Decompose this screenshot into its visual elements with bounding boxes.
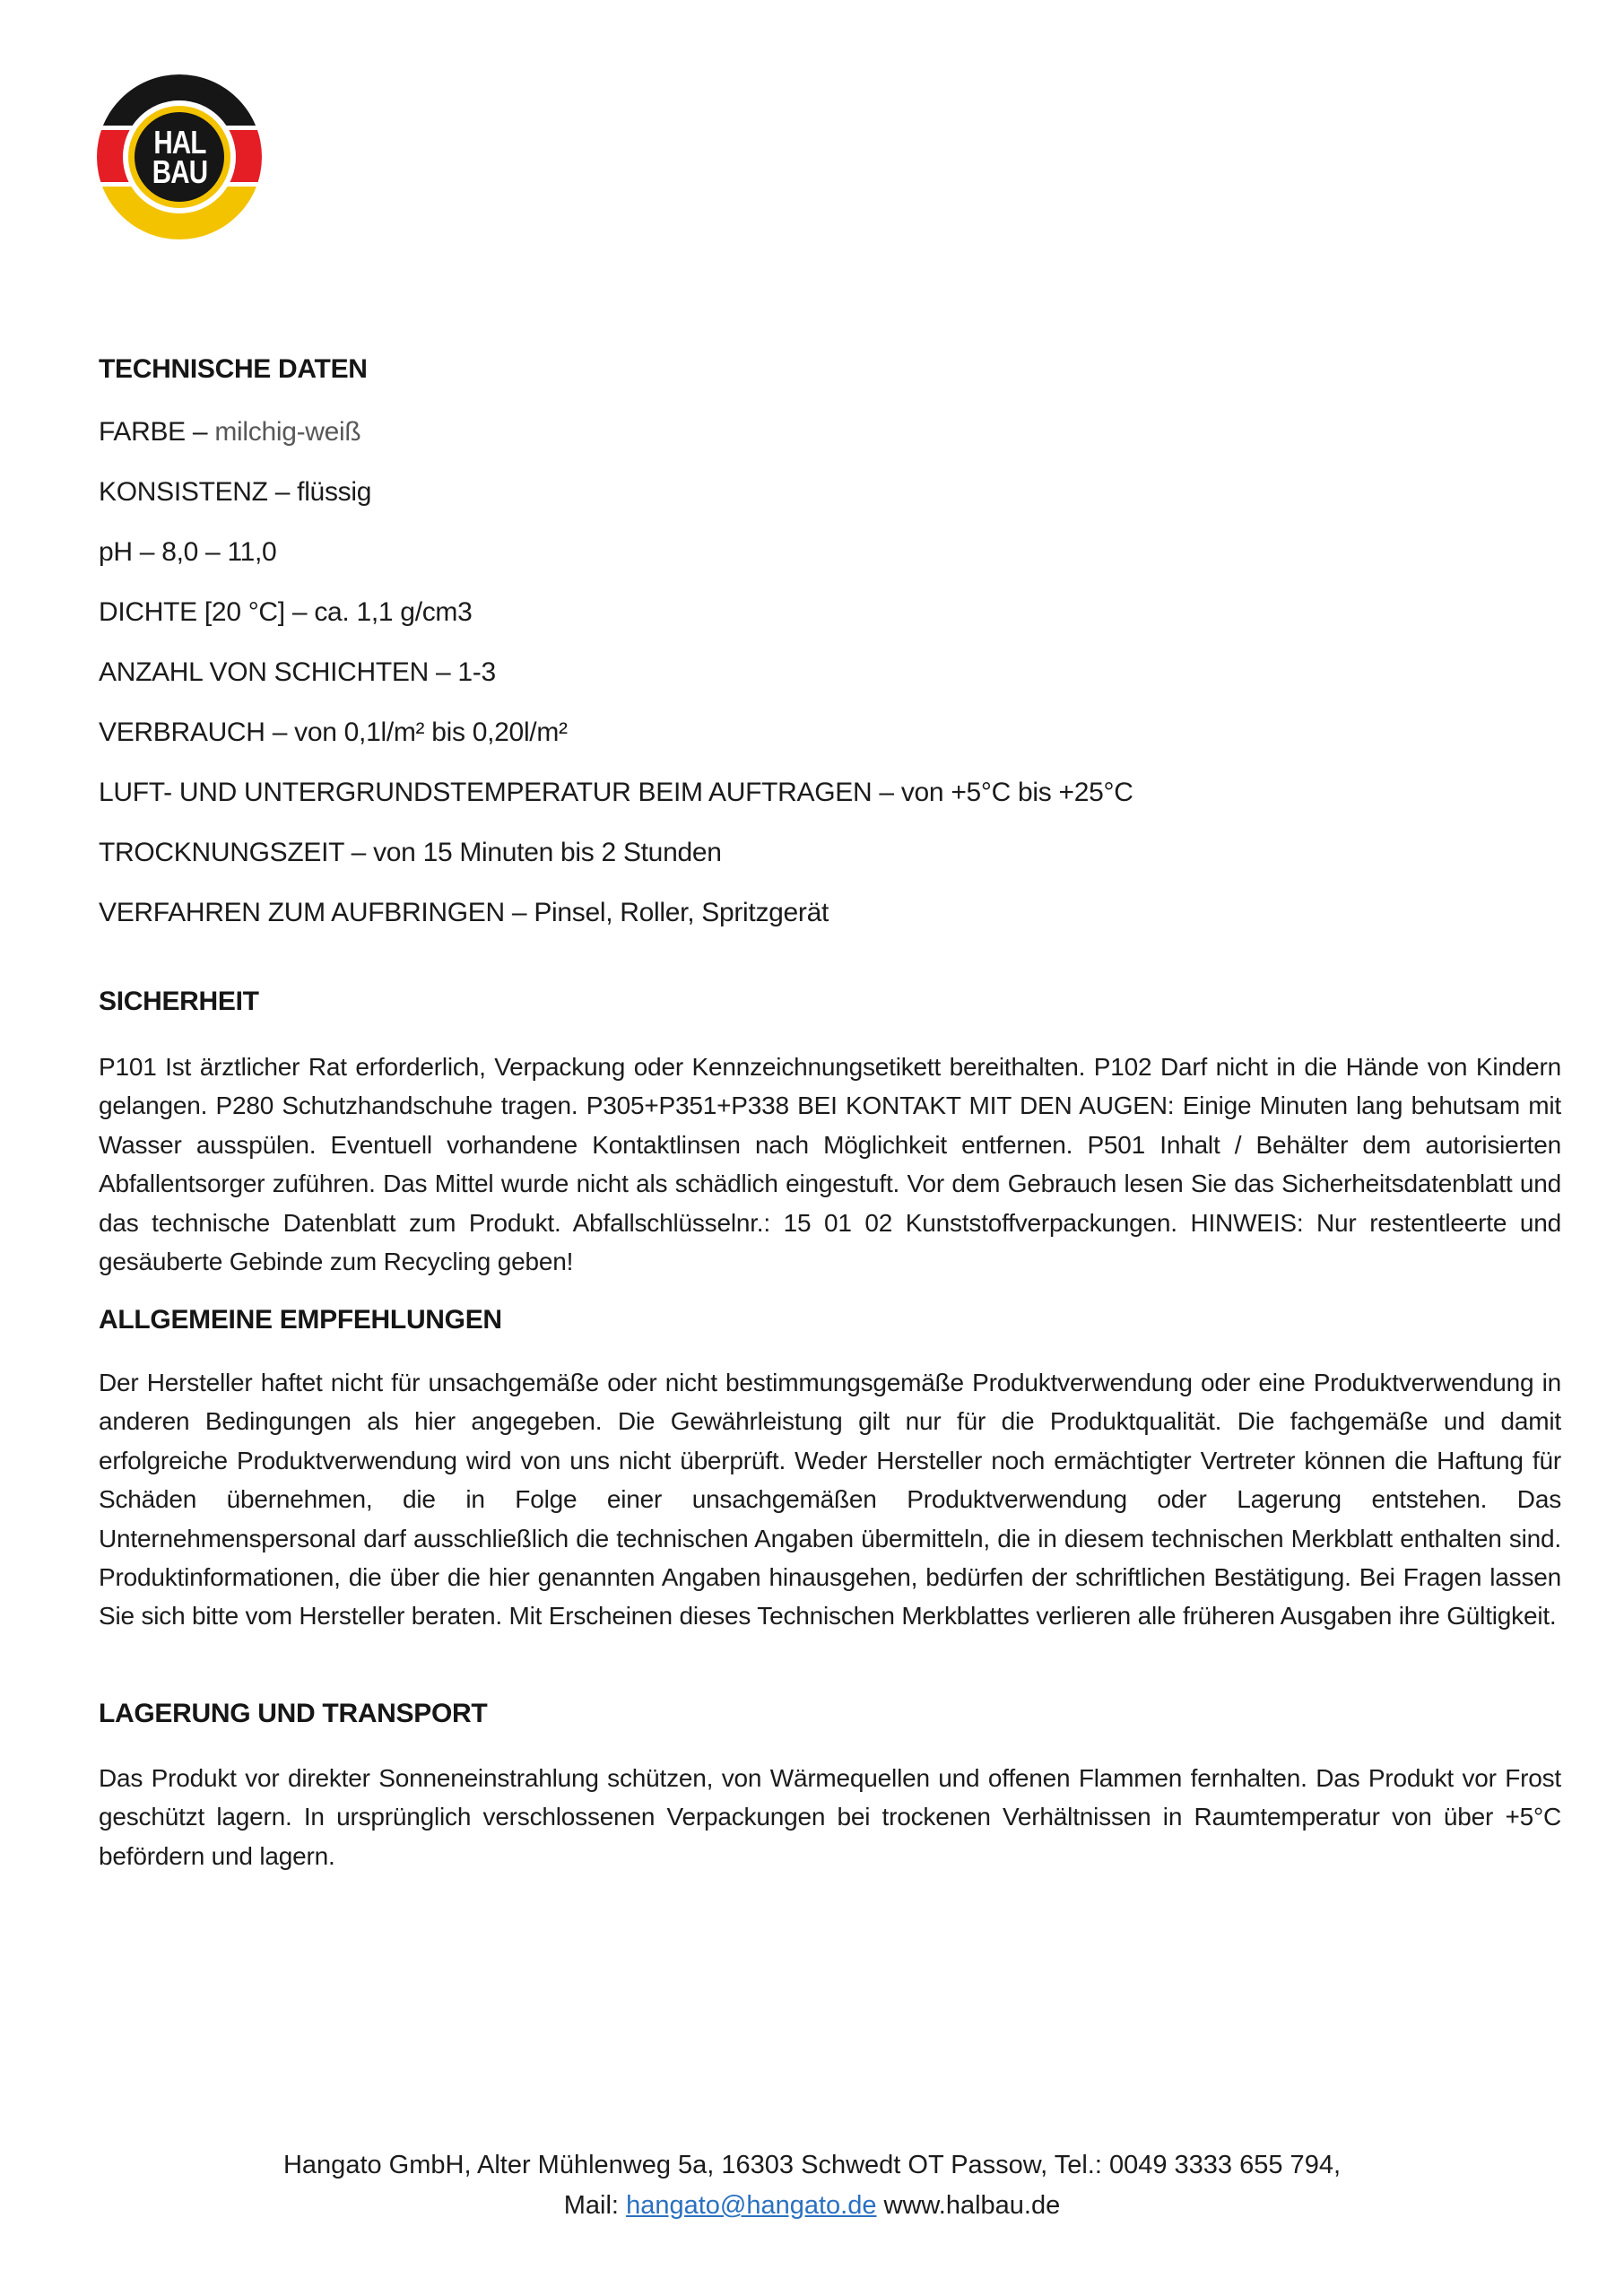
lagerung-paragraph: Das Produkt vor direkter Sonneneinstrahlung schützen, von Wärmequellen und offenen Flammen fernhalten. Das Produkt vor Frost geschützt lagern. In ursprünglich verschlossenen Verpackungen bei trockenen Verhältnissen in Raumtemperatur von über +5°C befördern und lagern. (99, 1764, 1561, 1870)
tech-spec-value: milchig-weiß (214, 417, 361, 447)
tech-spec-temperatur (99, 778, 1561, 806)
tech-spec-label: TROCKNUNGSZEIT – (99, 838, 367, 867)
tech-spec-value: 1-3 (457, 657, 496, 687)
tech-spec-value: Pinsel, Roller, Spritzgerät (534, 898, 829, 927)
logo-core-disc (128, 106, 230, 208)
logo-line2: BAU (152, 153, 207, 190)
tech-spec-trocknungszeit (99, 839, 1561, 866)
footer (0, 2145, 1624, 2226)
tech-spec-farbe (99, 418, 1561, 446)
tech-spec-label: LUFT- UND UNTERGRUNDSTEMPERATUR BEIM AUFTRAGEN – (99, 778, 894, 807)
tech-spec-label: pH – (99, 537, 155, 567)
technical-data-section (99, 354, 1561, 926)
footer-contact-line (0, 2186, 1624, 2226)
tech-spec-label: DICHTE [20 °C] – (99, 597, 308, 627)
tech-spec-label: ANZAHL VON SCHICHTEN – (99, 657, 451, 687)
tech-spec-value: flüssig (297, 477, 372, 507)
footer-address-line: Hangato GmbH, Alter Mühlenweg 5a, 16303 Schwedt OT Passow, Tel.: 0049 3333 655 794, (282, 2151, 1342, 2179)
tech-spec-verbrauch (99, 718, 1561, 746)
logo-wordmark (152, 124, 207, 190)
empfehlungen-paragraph: Der Hersteller haftet nicht für unsachgemäße oder nicht bestimmungsgemäße Produktverwendung oder eine Produktverwendung in anderen Bedingungen als hier angegeben. Die Gewährleistung gilt nur für die Produktqualität. Die fachgemäße und damit erfolgreiche Produktverwendung wird von uns nicht überprüft. Weder Hersteller noch ermächtigter Vertreter können die Haftung für Schäden übernehmen, die in Folge einer unsachgemäßen Produktverwendung oder Lagerung entstehen. Das Unternehmenspersonal darf ausschließlich die technischen Angaben übermitteln, die in diesem technischen Merkblatt enthalten sind. Produktinformationen, die über die hier genannten Angaben hinausgehen, bedürfen der schriftlichen Bestätigung. Bei Fragen lassen Sie sich bitte vom Hersteller beraten. Mit Erscheinen dieses Technischen Merkblattes verlieren alle früheren Ausgaben ihre Gültigkeit. (99, 1369, 1561, 1631)
tech-spec-value: ca. 1,1 g/cm3 (314, 597, 473, 627)
sicherheit-paragraph: P101 Ist ärztlicher Rat erforderlich, Verpackung oder Kennzeichnungsetikett bereithalten. P102 Darf nicht in die Hände von Kindern gelangen. P280 Schutzhandschuhe tragen. P305+P351+P338 BEI KONTAKT MIT DEN AUGEN: Einige Minuten lang behutsam mit Wasser ausspülen. Eventuell vorhandene Kontaktlinsen nach Möglichkeit entfernen. P501 Inhalt / Behälter dem autorisierten Abfallentsorger zuführen. Das Mittel wurde nicht als schädlich eingestuft. Vor dem Gebrauch lesen Sie das Sicherheitsdatenblatt und das technische Datenblatt zum Produkt. Abfallschlüsselnr.: 15 01 02 Kunststoffverpackungen. HINWEIS: Nur restentleerte und gesäuberte Gebinde zum Recycling geben! (99, 1053, 1561, 1276)
email-link[interactable]: hangato@hangato.de (626, 2191, 877, 2220)
tech-spec-ph (99, 538, 1561, 566)
halbau-logo (97, 74, 262, 239)
tech-spec-verfahren (99, 899, 1561, 926)
footer-website: www.halbau.de (883, 2191, 1061, 2220)
footer-mail-label: Mail: (563, 2191, 619, 2220)
logo-line1: HAL (152, 124, 206, 161)
lagerung-heading: LAGERUNG UND TRANSPORT (99, 1699, 488, 1728)
tech-spec-value: von +5°C bis +25°C (900, 778, 1133, 807)
technical-data-heading: TECHNISCHE DATEN (99, 354, 368, 384)
tech-spec-label: VERBRAUCH – (99, 718, 288, 747)
sicherheit-heading: SICHERHEIT (99, 987, 259, 1016)
tech-spec-value: 8,0 – 11,0 (161, 537, 277, 567)
tech-spec-value: von 0,1l/m² bis 0,20l/m² (294, 718, 568, 747)
tech-spec-label: FARBE – (99, 417, 208, 447)
empfehlungen-heading: ALLGEMEINE EMPFEHLUNGEN (99, 1305, 502, 1335)
tech-spec-label: KONSISTENZ – (99, 477, 291, 507)
tech-spec-schichten (99, 658, 1561, 686)
tech-spec-value: von 15 Minuten bis 2 Stunden (373, 838, 722, 867)
tech-spec-label: VERFAHREN ZUM AUFBRINGEN – (99, 898, 527, 927)
tech-spec-konsistenz (99, 478, 1561, 506)
tech-spec-dichte (99, 598, 1561, 626)
